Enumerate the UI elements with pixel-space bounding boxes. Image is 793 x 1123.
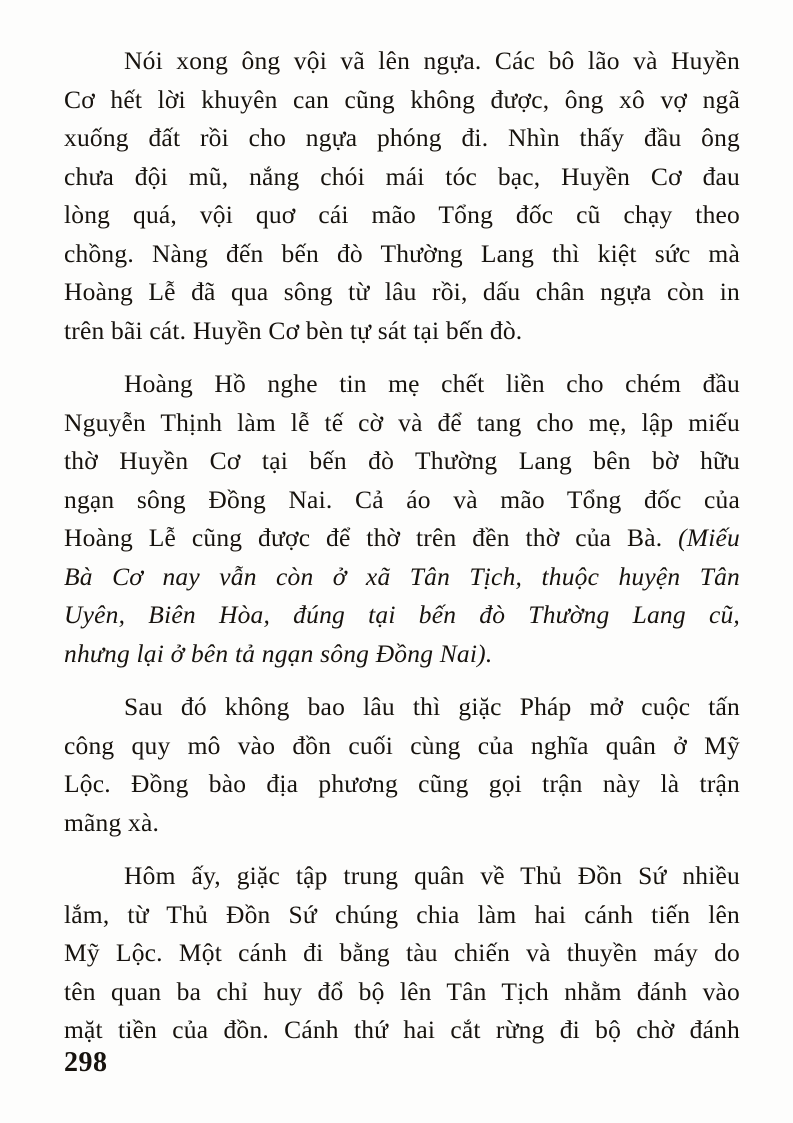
body-text: Hôm ấy, giặc tập trung quân về Thủ Đồn Sứ nhiều	[124, 861, 740, 890]
text-line	[64, 857, 740, 896]
text-line	[64, 481, 740, 520]
body-text: Nói xong ông vội vã lên ngựa. Các bô lão và Huyền	[124, 46, 740, 75]
text-line	[64, 973, 740, 1012]
body-text: Sau đó không bao lâu thì giặc Pháp mở cuộc tấn	[124, 692, 740, 721]
italic-text: nhưng lại ở bên tả ngạn sông Đồng Nai).	[64, 638, 493, 668]
body-text: ngạn sông Đồng Nai. Cả áo và mão Tổng đốc của	[64, 484, 740, 514]
text-line	[64, 312, 740, 351]
italic-text: Bà Cơ nay vẫn còn ở xã Tân Tịch, thuộc huyện Tân	[64, 561, 740, 591]
body-text: Hoàng Lễ đã qua sông từ lâu rồi, dấu chân ngựa còn in	[64, 277, 740, 306]
text-line	[64, 81, 740, 120]
body-text: chưa đội mũ, nắng chói mái tóc bạc, Huyền Cơ đau	[64, 161, 740, 191]
text-line	[64, 442, 740, 481]
paragraph	[64, 42, 740, 350]
paragraph	[64, 365, 740, 673]
text-line	[64, 273, 740, 312]
text-line	[64, 727, 740, 766]
text-line	[64, 365, 740, 404]
text-line	[64, 596, 740, 635]
page-paragraphs	[64, 42, 740, 1065]
body-text: Lộc. Đồng bào địa phương cũng gọi trận này là trận	[64, 769, 740, 798]
body-text: Cơ hết lời khuyên can cũng không được, ông xô vợ ngã	[64, 84, 740, 114]
body-text: thờ Huyền Cơ tại bến đò Thường Lang bên bờ hữu	[64, 446, 740, 475]
text-line	[64, 196, 740, 235]
text-line	[64, 1011, 740, 1050]
paragraph	[64, 688, 740, 842]
text-line	[64, 896, 740, 935]
page-number: 298	[64, 1047, 108, 1078]
text-line	[64, 558, 740, 597]
body-text: tên quan ba chỉ huy đổ bộ lên Tân Tịch nhằm đánh vào	[64, 976, 740, 1006]
body-text: trên bãi cát. Huyền Cơ bèn tự sát tại bến đò.	[64, 315, 523, 345]
text-line	[64, 688, 740, 727]
text-line	[64, 119, 740, 158]
text-line	[64, 158, 740, 197]
body-text: chồng. Nàng đến bến đò Thường Lang thì kiệt sức mà	[64, 238, 740, 268]
text-line	[64, 635, 740, 674]
italic-text: Uyên, Biên Hòa, đúng tại bến đò Thường Lang cũ,	[64, 600, 740, 629]
body-text: mặt tiền của đồn. Cánh thứ hai cắt rừng đi bộ chờ đánh	[64, 1015, 740, 1044]
body-text: công quy mô vào đồn cuối cùng của nghĩa quân ở Mỹ	[64, 730, 740, 760]
body-text: mãng xà.	[64, 807, 160, 837]
body-text: Nguyễn Thịnh làm lễ tế cờ và để tang cho mẹ, lập miếu	[64, 407, 740, 437]
text-line	[64, 235, 740, 274]
text-line	[64, 804, 740, 843]
body-text: Hoàng Lễ cũng được để thờ trên đền thờ của Bà.	[64, 523, 679, 552]
body-text: Mỹ Lộc. Một cánh đi bằng tàu chiến và thuyền máy do	[64, 938, 740, 967]
body-text: xuống đất rồi cho ngựa phóng đi. Nhìn thấy đầu ông	[64, 123, 740, 152]
italic-text: (Miếu	[678, 523, 740, 552]
body-text: lắm, từ Thủ Đồn Sứ chúng chia làm hai cánh tiến lên	[64, 899, 740, 929]
body-text: lòng quá, vội quơ cái mão Tổng đốc cũ chạy theo	[64, 200, 740, 229]
paragraph	[64, 857, 740, 1050]
text-line	[64, 42, 740, 81]
text-line	[64, 934, 740, 973]
body-text: Hoàng Hồ nghe tin mẹ chết liền cho chém đầu	[124, 369, 740, 398]
text-line	[64, 404, 740, 443]
text-line	[64, 519, 740, 558]
text-line	[64, 765, 740, 804]
